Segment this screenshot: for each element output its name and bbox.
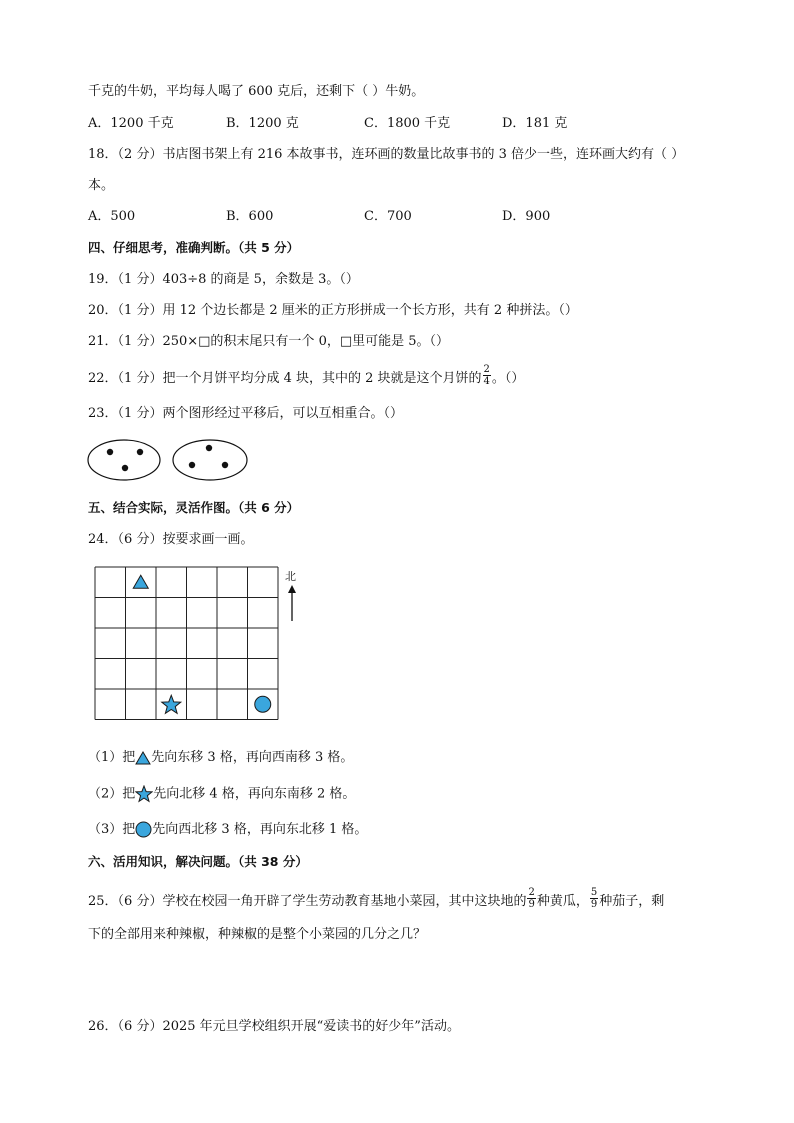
q19-text: 19．（1 分）403÷8 的商是 5，余数是 3。（） xyxy=(88,272,359,287)
q25-fraction-1-numerator: 2 xyxy=(528,887,535,898)
q25-fraction-2-denominator: 9 xyxy=(590,899,598,910)
q20-text: 20．（1 分）用 12 个边长都是 2 厘米的正方形拼成一个长方形，共有 2 种拼法。（） xyxy=(88,303,578,318)
q24-item-2-text: 先向北移 4 格，再向东南移 2 格。 xyxy=(153,786,356,802)
q17-option-c: C．1800 千克 xyxy=(364,116,451,131)
q17-option-a: A．1200 千克 xyxy=(88,116,174,131)
q24-item-2 xyxy=(88,785,355,804)
north-label: 北 xyxy=(285,570,296,583)
q25-text-part1: 25．（6 分）学校在校园一角开辟了学生劳动教育基地小菜园，其中这块地的 xyxy=(88,894,527,909)
q23-oval-left xyxy=(88,440,160,480)
q23-oval-right xyxy=(173,440,247,480)
triangle-icon xyxy=(135,750,151,766)
section-6-title: 六、活用知识，解决问题。（共 38 分） xyxy=(88,854,308,869)
q25-text-line2: 下的全部用来种辣椒，种辣椒的是整个小菜园的几分之几？ xyxy=(88,927,427,942)
q17-option-b: B．1200 克 xyxy=(226,116,299,131)
q22-fraction-denominator: 4 xyxy=(483,376,490,387)
q22-text-after: 。（） xyxy=(491,371,525,386)
q22-fraction-numerator: 2 xyxy=(483,364,490,375)
q25-fraction-2-numerator: 5 xyxy=(590,887,598,898)
q24-item-1 xyxy=(88,749,353,767)
q24-item-3 xyxy=(88,821,367,839)
q24-grid xyxy=(94,566,280,722)
q24-item-1-prefix: （1）把 xyxy=(88,750,136,765)
q23-figures xyxy=(86,436,250,484)
q24-item-3-text: 先向西北移 3 格，再向东北移 1 格。 xyxy=(152,822,368,837)
grid-lines xyxy=(95,567,278,720)
q17-text: 千克的牛奶，平均每人喝了 600 克后，还剩下（ ）牛奶。 xyxy=(88,84,425,99)
q25-text-line1 xyxy=(88,887,665,913)
q24-item-2-prefix: （2）把 xyxy=(88,786,136,802)
q18-option-a: A．500 xyxy=(88,209,136,224)
q18-option-c: C．700 xyxy=(364,209,412,224)
q26-text: 26．（6 分）2025 年元旦学校组织开展“爱读书的好少年”活动。 xyxy=(88,1019,460,1034)
q18-text-line2: 本。 xyxy=(88,178,115,193)
q25-text-part3: 种茄子，剩 xyxy=(599,894,665,909)
q18-option-d: D．900 xyxy=(502,209,551,224)
triangle-icon xyxy=(133,575,148,588)
q22-text xyxy=(88,364,525,390)
q17-option-d: D．181 克 xyxy=(502,116,568,131)
section-5-title: 五、结合实际，灵活作图。（共 6 分） xyxy=(88,500,300,515)
section-4-title: 四、仔细思考，准确判断。（共 5 分） xyxy=(88,240,300,255)
star-icon xyxy=(162,695,181,713)
star-icon xyxy=(135,785,153,803)
q24-item-1-text: 先向东移 3 格，再向西南移 3 格。 xyxy=(151,750,354,765)
q23-text: 23．（1 分）两个图形经过平移后，可以互相重合。（） xyxy=(88,406,403,421)
circle-icon xyxy=(135,821,152,838)
q24-text: 24．（6 分）按要求画一画。 xyxy=(88,532,254,547)
q25-fraction-1 xyxy=(527,887,535,910)
q25-fraction-2 xyxy=(590,887,598,910)
q25-text-part2: 种黄瓜， xyxy=(536,894,589,909)
q21-text: 21．（1 分）250×□的积末尾只有一个 0，□里可能是 5。（） xyxy=(88,334,450,349)
q22-fraction xyxy=(483,364,491,387)
circle-icon xyxy=(255,696,271,712)
q25-fraction-1-denominator: 9 xyxy=(528,899,535,910)
q22-text-before: 22．（1 分）把一个月饼平均分成 4 块，其中的 2 块就是这个月饼的 xyxy=(88,371,482,386)
q18-option-b: B．600 xyxy=(226,209,274,224)
q18-text-line1: 18．（2 分）书店图书架上有 216 本故事书，连环画的数量比故事书的 3 倍少一些，连环画大约有（ ） xyxy=(88,147,685,162)
north-arrow-icon xyxy=(286,585,298,623)
q24-item-3-prefix: （3）把 xyxy=(88,822,136,837)
